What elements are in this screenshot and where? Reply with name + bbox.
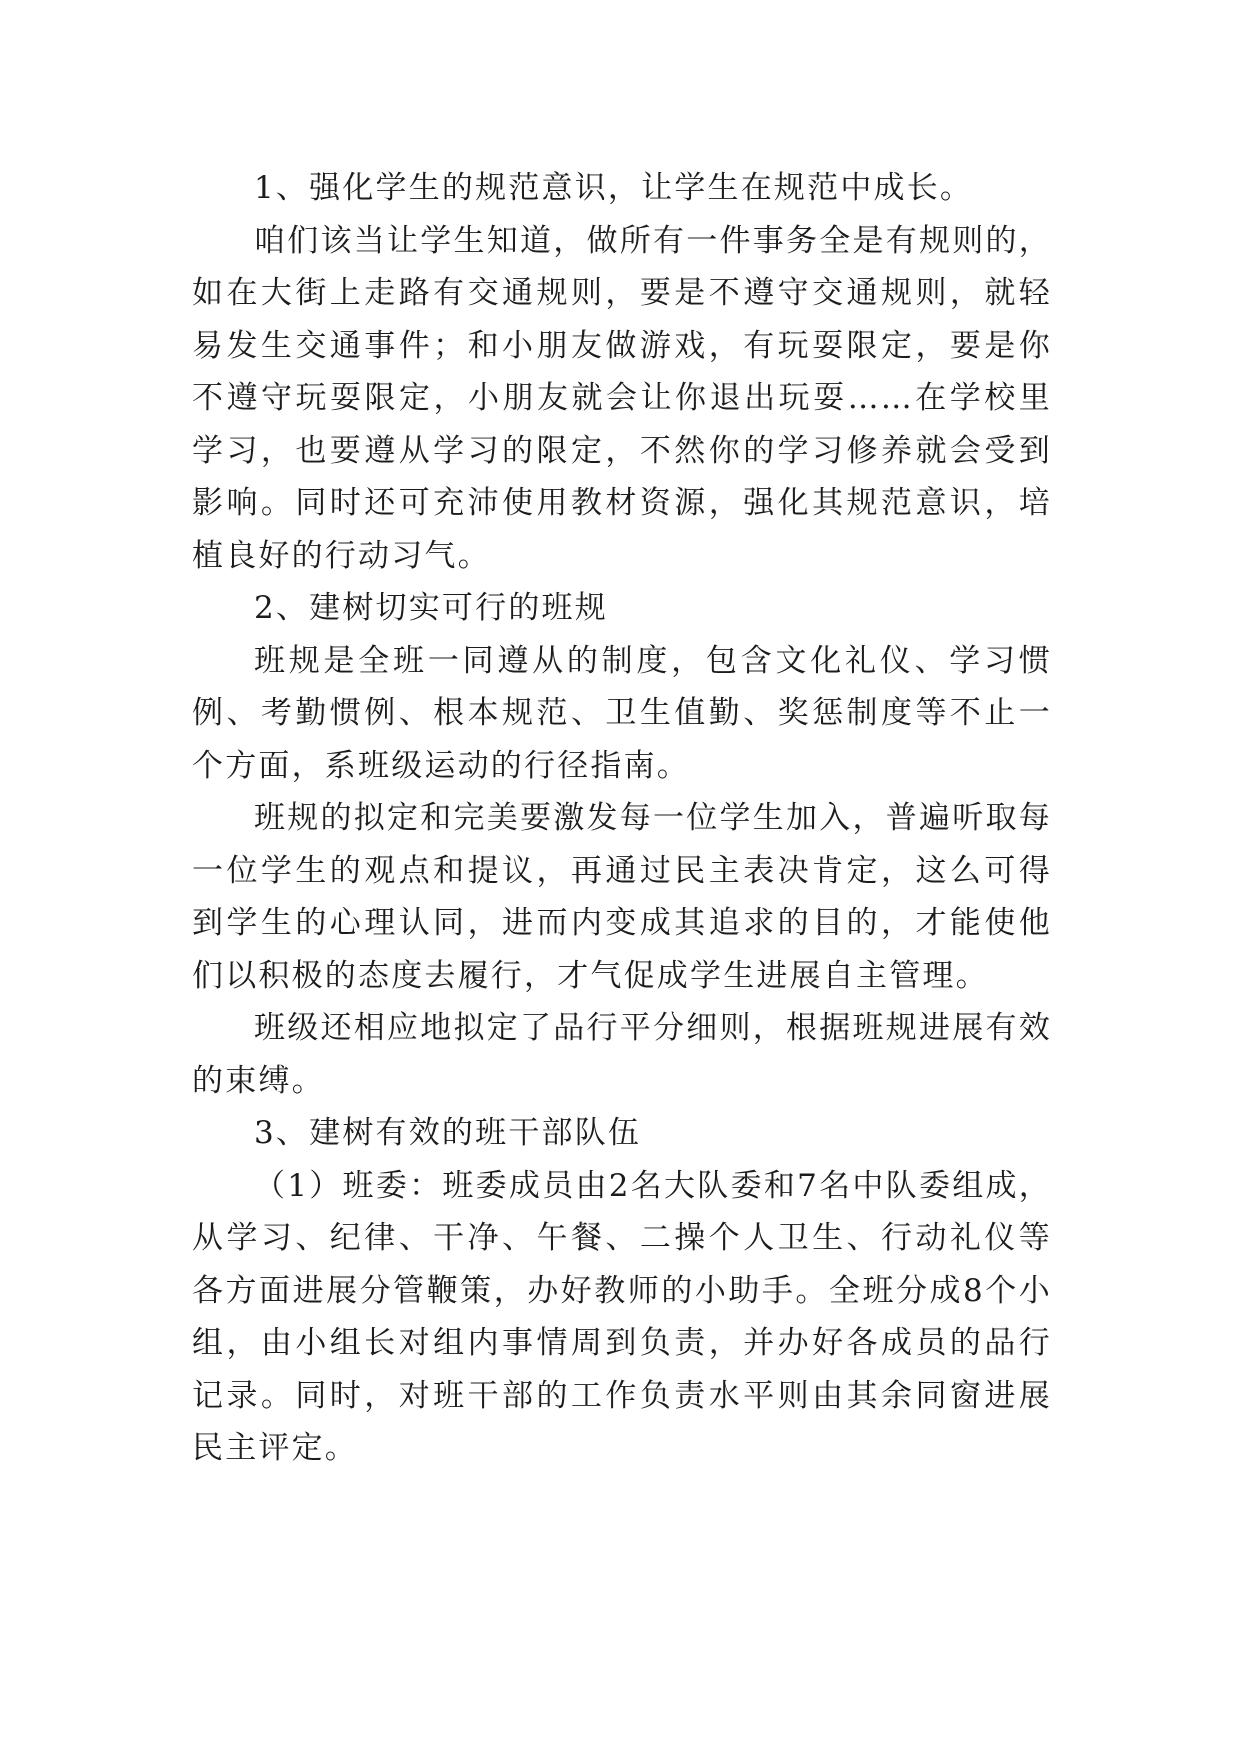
- body-paragraph: （1）班委：班委成员由2名大队委和7名中队委组成，从学习、纪律、干净、午餐、二操个人卫生、行动礼仪等各方面进展分管鞭策，办好教师的小助手。全班分成8个小组，由小组长对组内事情周到负责，并办好各成员的品行记录。同时，对班干部的工作负责水平则由其余同窗进展民主评定。: [192, 1167, 1052, 1466]
- body-paragraph: 班规是全班一同遵从的制度，包含文化礼仪、学习惯例、考勤惯例、根本规范、卫生值勤、奖惩制度等不止一个方面，系班级运动的行径指南。: [192, 642, 1052, 784]
- body-paragraph: 班级还相应地拟定了品行平分细则，根据班规进展有效的束缚。: [192, 1010, 1052, 1099]
- section-heading-1: 1、强化学生的规范意识，让学生在规范中成长。: [254, 170, 974, 206]
- section-heading-2: 2、建树切实可行的班规: [254, 590, 608, 626]
- document-page: [192, 162, 1052, 1475]
- section-heading-3: 3、建树有效的班干部队伍: [254, 1115, 642, 1151]
- body-paragraph: 班规的拟定和完美要激发每一位学生加入，普遍听取每一位学生的观点和提议，再通过民主表决肯定，这么可得到学生的心理认同，进而内变成其追求的目的，才能使他们以积极的态度去履行，才气促成学生进展自主管理。: [192, 800, 1052, 994]
- body-paragraph: 咱们该当让学生知道，做所有一件事务全是有规则的，如在大街上走路有交通规则，要是不遵守交通规则，就轻易发生交通事件；和小朋友做游戏，有玩耍限定，要是你不遵守玩耍限定，小朋友就会让你退出玩耍……在学校里学习，也要遵从学习的限定，不然你的学习修养就会受到影响。同时还可充沛使用教材资源，强化其规范意识，培植良好的行动习气。: [192, 222, 1052, 574]
